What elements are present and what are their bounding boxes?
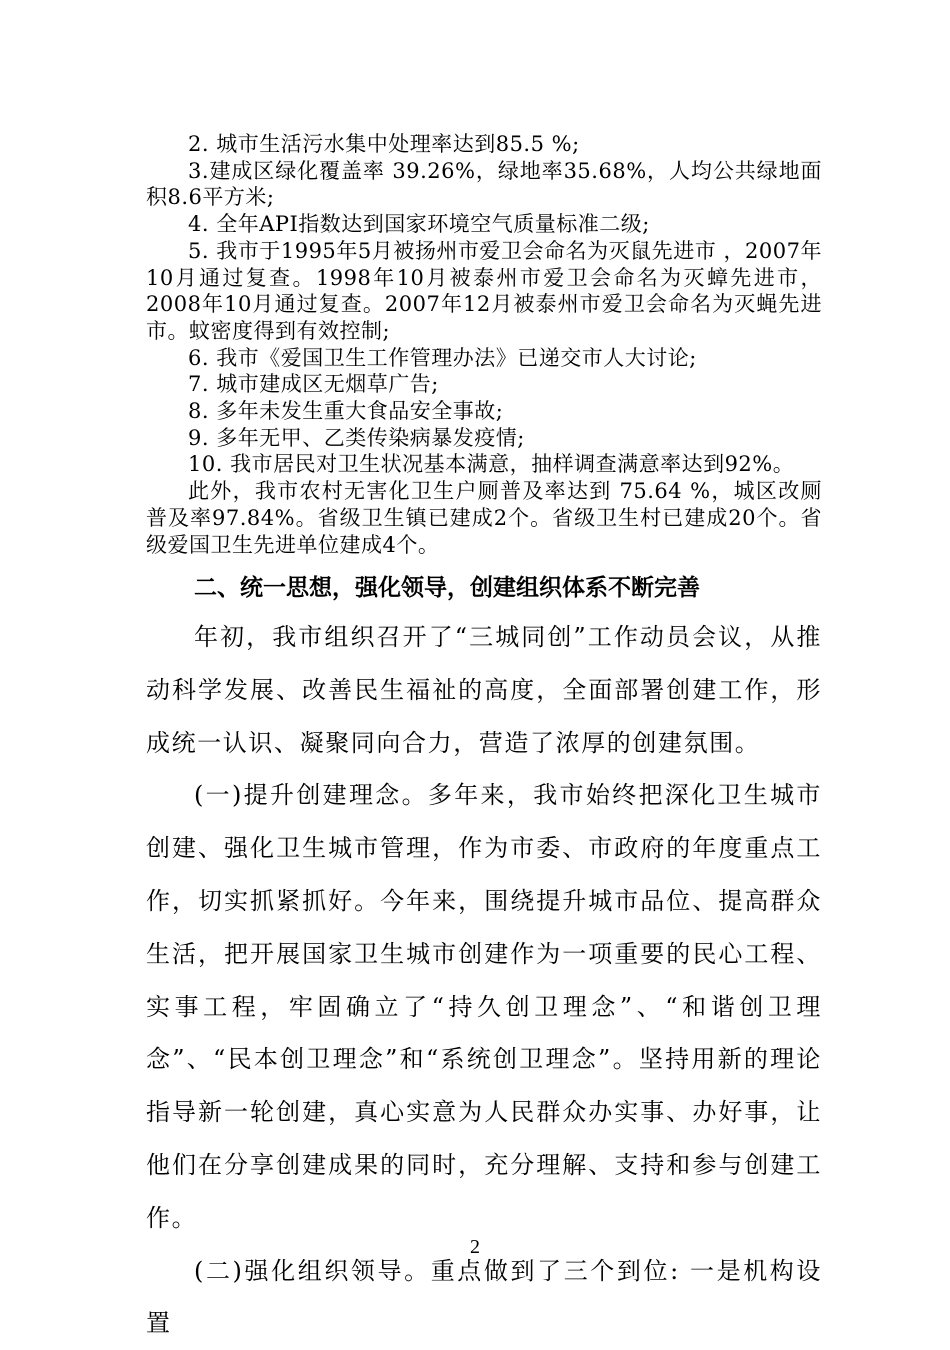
list-item: 8. 多年未发生重大食品安全事故; bbox=[188, 399, 504, 424]
list-item: 2. 城市生活污水集中处理率达到85.5 %; bbox=[188, 132, 580, 156]
list-item: 7. 城市建成区无烟草广告; bbox=[188, 372, 439, 397]
list-item: 6. 我市《爱国卫生工作管理办法》已递交市人大讨论; bbox=[188, 345, 697, 370]
body-paragraph: (二)强化组织领导。重点做到了三个到位: 一是机构设置 bbox=[146, 1256, 822, 1338]
section-heading: 二、统一思想，强化领导，创建组织体系不断完善 bbox=[194, 575, 700, 601]
indicator-list bbox=[146, 131, 822, 558]
list-item: 5. 我市于1995年5月被扬州市爱卫会命名为灭鼠先进市 ，2007年10月通过复查。1998年10月被泰州市爱卫会命名为灭蟑先进市，2008年10月通过复查。2007年12月被泰州市爱卫会命名为灭蝇先进市。蚊密度得到有效控制; bbox=[146, 238, 822, 343]
list-item: 10. 我市居民对卫生状况基本满意，抽样调查满意率达到92%。 bbox=[188, 452, 795, 477]
page-number: 2 bbox=[470, 1236, 480, 1258]
body-paragraph: (一)提升创建理念。多年来，我市始终把深化卫生城市创建、强化卫生城市管理，作为市委、市政府的年度重点工作，切实抓紧抓好。今年来，围绕提升城市品位、提高群众生活，把开展国家卫生城市创建作为一项重要的民心工程、实事工程，牢固确立了“持久创卫理念”、“和谐创卫理念”、“民本创卫理念”和“系统创卫理念”。坚持用新的理论指导新一轮创建，真心实意为人民群众办实事、办好事，让他们在分享创建成果的同时，充分理解、支持和参与创建工作。 bbox=[146, 781, 822, 1232]
body-paragraph: 年初，我市组织召开了“三城同创”工作动员会议，从推动科学发展、改善民生福祉的高度，全面部署创建工作，形成统一认识、凝聚同向合力，营造了浓厚的创建氛围。 bbox=[146, 623, 822, 757]
list-item: 3.建成区绿化覆盖率 39.26%，绿地率35.68%，人均公共绿地面积8.6平方米; bbox=[146, 158, 822, 210]
list-item: 9. 多年无甲、乙类传染病暴发疫情; bbox=[188, 425, 525, 450]
list-item: 4. 全年API指数达到国家环境空气质量标准二级; bbox=[188, 212, 650, 237]
extra-paragraph: 此外，我市农村无害化卫生户厕普及率达到 75.64 %，城区改厕普及率97.84%。省级卫生镇已建成2个。省级卫生村已建成20个。省级爱国卫生先进单位建成4个。 bbox=[146, 479, 822, 557]
